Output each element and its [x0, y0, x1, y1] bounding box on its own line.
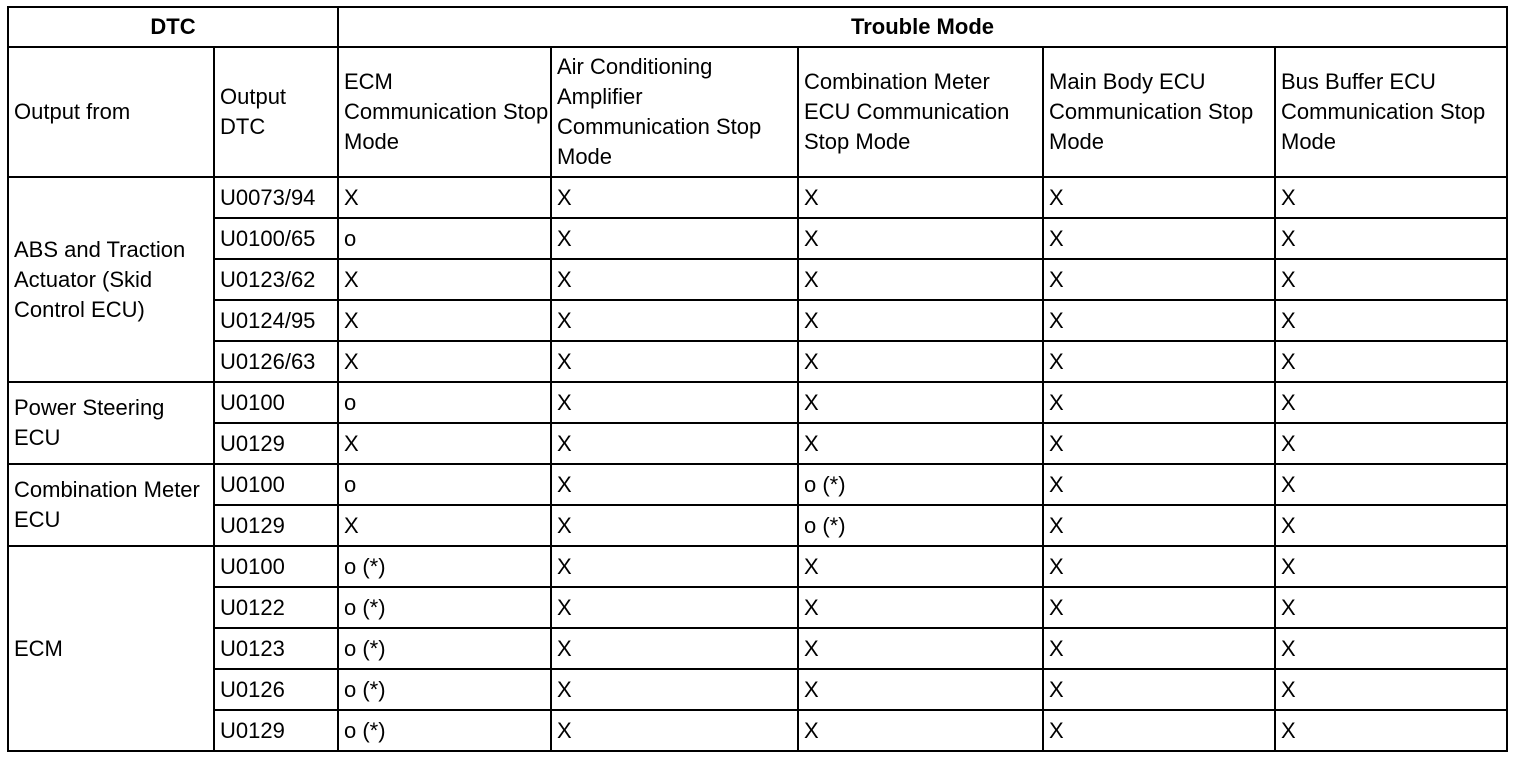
table-row — [8, 546, 1507, 587]
ac-stop-cell: X — [551, 341, 798, 382]
bus-stop-cell: X — [1275, 218, 1507, 259]
ecm-stop-cell: X — [338, 505, 551, 546]
table-row — [8, 423, 1507, 464]
table-row — [8, 587, 1507, 628]
table-row — [8, 628, 1507, 669]
ecm-stop-cell: o — [338, 218, 551, 259]
col-header-ecm-stop: ECM Communication Stop Mode — [338, 47, 551, 177]
body-stop-cell: X — [1043, 218, 1275, 259]
ecm-stop-cell: o (*) — [338, 669, 551, 710]
body-stop-cell: X — [1043, 546, 1275, 587]
output-from-cell: ECM — [8, 546, 214, 751]
ac-stop-cell: X — [551, 177, 798, 218]
col-header-ac-stop: Air Conditioning Amplifier Communication Stop Mode — [551, 47, 798, 177]
output-dtc-cell: U0129 — [214, 505, 338, 546]
output-dtc-cell: U0123 — [214, 628, 338, 669]
bus-stop-cell: X — [1275, 423, 1507, 464]
ac-stop-cell: X — [551, 628, 798, 669]
ac-stop-cell: X — [551, 587, 798, 628]
group-header-row — [8, 7, 1507, 47]
dtc-trouble-mode-table — [7, 6, 1508, 752]
body-stop-cell: X — [1043, 587, 1275, 628]
bus-stop-cell: X — [1275, 628, 1507, 669]
trouble-mode-group-header: Trouble Mode — [338, 7, 1507, 47]
meter-stop-cell: X — [798, 669, 1043, 710]
output-dtc-cell: U0073/94 — [214, 177, 338, 218]
meter-stop-cell: X — [798, 218, 1043, 259]
table-body — [8, 177, 1507, 751]
bus-stop-cell: X — [1275, 300, 1507, 341]
meter-stop-cell: o (*) — [798, 464, 1043, 505]
output-dtc-cell: U0100 — [214, 382, 338, 423]
table-row — [8, 382, 1507, 423]
ecm-stop-cell: o (*) — [338, 546, 551, 587]
col-header-output-dtc: Output DTC — [214, 47, 338, 177]
meter-stop-cell: X — [798, 341, 1043, 382]
ac-stop-cell: X — [551, 464, 798, 505]
meter-stop-cell: X — [798, 423, 1043, 464]
output-dtc-cell: U0100/65 — [214, 218, 338, 259]
output-dtc-cell: U0122 — [214, 587, 338, 628]
output-dtc-cell: U0100 — [214, 546, 338, 587]
bus-stop-cell: X — [1275, 669, 1507, 710]
meter-stop-cell: X — [798, 300, 1043, 341]
bus-stop-cell: X — [1275, 382, 1507, 423]
body-stop-cell: X — [1043, 423, 1275, 464]
output-dtc-cell: U0123/62 — [214, 259, 338, 300]
meter-stop-cell: X — [798, 177, 1043, 218]
ecm-stop-cell: X — [338, 300, 551, 341]
ac-stop-cell: X — [551, 300, 798, 341]
bus-stop-cell: X — [1275, 710, 1507, 751]
ecm-stop-cell: X — [338, 423, 551, 464]
output-dtc-cell: U0129 — [214, 423, 338, 464]
meter-stop-cell: X — [798, 546, 1043, 587]
bus-stop-cell: X — [1275, 341, 1507, 382]
ecm-stop-cell: o (*) — [338, 710, 551, 751]
table-row — [8, 218, 1507, 259]
meter-stop-cell: X — [798, 382, 1043, 423]
bus-stop-cell: X — [1275, 505, 1507, 546]
body-stop-cell: X — [1043, 505, 1275, 546]
col-header-meter-stop: Combination Meter ECU Communication Stop Mode — [798, 47, 1043, 177]
col-header-output-from: Output from — [8, 47, 214, 177]
ac-stop-cell: X — [551, 669, 798, 710]
ac-stop-cell: X — [551, 505, 798, 546]
ac-stop-cell: X — [551, 382, 798, 423]
ecm-stop-cell: X — [338, 177, 551, 218]
ecm-stop-cell: o (*) — [338, 587, 551, 628]
column-header-row — [8, 47, 1507, 177]
ecm-stop-cell: o — [338, 464, 551, 505]
dtc-group-header: DTC — [8, 7, 338, 47]
bus-stop-cell: X — [1275, 259, 1507, 300]
output-from-cell: Combination Meter ECU — [8, 464, 214, 546]
table-row — [8, 505, 1507, 546]
output-from-cell: ABS and Traction Actuator (Skid Control ECU) — [8, 177, 214, 382]
output-dtc-cell: U0126 — [214, 669, 338, 710]
meter-stop-cell: X — [798, 259, 1043, 300]
ecm-stop-cell: X — [338, 341, 551, 382]
body-stop-cell: X — [1043, 669, 1275, 710]
body-stop-cell: X — [1043, 710, 1275, 751]
ac-stop-cell: X — [551, 423, 798, 464]
col-header-body-stop: Main Body ECU Communication Stop Mode — [1043, 47, 1275, 177]
output-dtc-cell: U0124/95 — [214, 300, 338, 341]
bus-stop-cell: X — [1275, 587, 1507, 628]
bus-stop-cell: X — [1275, 177, 1507, 218]
bus-stop-cell: X — [1275, 464, 1507, 505]
output-from-cell: Power Steering ECU — [8, 382, 214, 464]
body-stop-cell: X — [1043, 628, 1275, 669]
ecm-stop-cell: o — [338, 382, 551, 423]
table-row — [8, 669, 1507, 710]
ecm-stop-cell: X — [338, 259, 551, 300]
body-stop-cell: X — [1043, 177, 1275, 218]
table-row — [8, 177, 1507, 218]
ac-stop-cell: X — [551, 546, 798, 587]
table-row — [8, 259, 1507, 300]
meter-stop-cell: X — [798, 587, 1043, 628]
meter-stop-cell: X — [798, 628, 1043, 669]
table-row — [8, 464, 1507, 505]
table-row — [8, 300, 1507, 341]
output-dtc-cell: U0129 — [214, 710, 338, 751]
meter-stop-cell: X — [798, 710, 1043, 751]
col-header-bus-stop: Bus Buffer ECU Communication Stop Mode — [1275, 47, 1507, 177]
output-dtc-cell: U0126/63 — [214, 341, 338, 382]
body-stop-cell: X — [1043, 382, 1275, 423]
body-stop-cell: X — [1043, 259, 1275, 300]
body-stop-cell: X — [1043, 341, 1275, 382]
ac-stop-cell: X — [551, 259, 798, 300]
output-dtc-cell: U0100 — [214, 464, 338, 505]
table-row — [8, 341, 1507, 382]
meter-stop-cell: o (*) — [798, 505, 1043, 546]
table-row — [8, 710, 1507, 751]
ecm-stop-cell: o (*) — [338, 628, 551, 669]
ac-stop-cell: X — [551, 218, 798, 259]
body-stop-cell: X — [1043, 464, 1275, 505]
bus-stop-cell: X — [1275, 546, 1507, 587]
body-stop-cell: X — [1043, 300, 1275, 341]
ac-stop-cell: X — [551, 710, 798, 751]
